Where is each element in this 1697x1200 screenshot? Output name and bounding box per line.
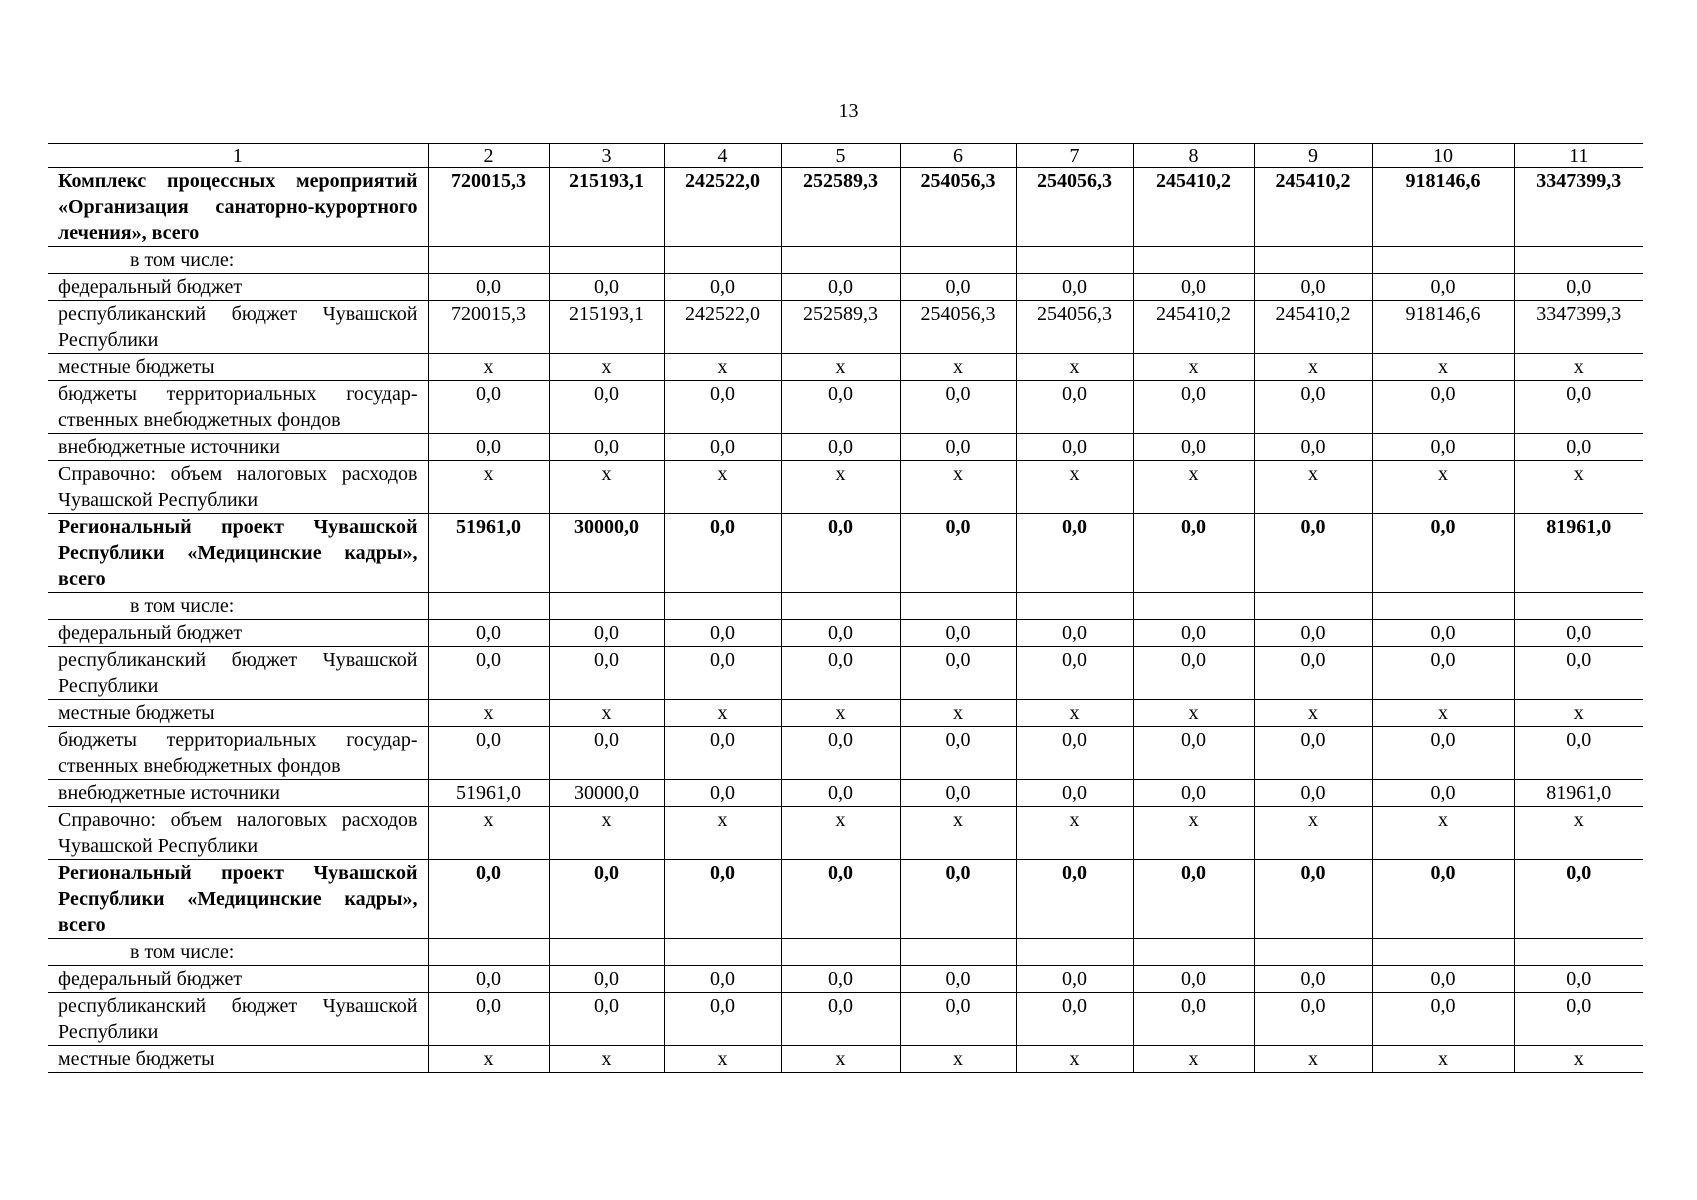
row-value (1016, 247, 1133, 274)
row-value: 242522,0 (664, 168, 781, 247)
row-value: х (1133, 807, 1254, 860)
row-value: 0,0 (1372, 434, 1514, 461)
row-value (900, 247, 1016, 274)
row-value: 0,0 (1514, 860, 1643, 939)
row-value (1133, 593, 1254, 620)
row-value: х (1016, 461, 1133, 514)
column-header: 2 (428, 144, 549, 168)
row-value (549, 247, 664, 274)
row-value: 0,0 (1133, 780, 1254, 807)
row-value: х (1254, 807, 1372, 860)
row-value (1133, 247, 1254, 274)
table-row (48, 247, 1643, 274)
column-header: 1 (48, 144, 428, 168)
row-value: 3347399,3 (1514, 301, 1643, 354)
table-row (48, 939, 1643, 966)
row-value: 30000,0 (549, 514, 664, 593)
page-number: 13 (838, 100, 859, 122)
column-header: 4 (664, 144, 781, 168)
row-value: 0,0 (664, 727, 781, 780)
row-value: 0,0 (1372, 381, 1514, 434)
row-value: 81961,0 (1514, 514, 1643, 593)
table-row (48, 593, 1643, 620)
row-value (1254, 939, 1372, 966)
row-value: 30000,0 (549, 780, 664, 807)
row-value: х (1133, 354, 1254, 381)
row-value: 254056,3 (900, 301, 1016, 354)
table-row (48, 301, 1643, 354)
row-value: 0,0 (1254, 860, 1372, 939)
row-value: 0,0 (1016, 274, 1133, 301)
row-value (664, 593, 781, 620)
row-value (664, 247, 781, 274)
row-value (549, 593, 664, 620)
row-value: 0,0 (1372, 860, 1514, 939)
row-value: 0,0 (1514, 647, 1643, 700)
row-value (781, 939, 900, 966)
row-value: х (549, 354, 664, 381)
row-value: х (1254, 461, 1372, 514)
row-value (1372, 247, 1514, 274)
table-row (48, 700, 1643, 727)
table-row-total (48, 168, 1643, 247)
table-row (48, 807, 1643, 860)
row-value: 0,0 (428, 647, 549, 700)
row-value: 720015,3 (428, 301, 549, 354)
row-value: х (1133, 1046, 1254, 1073)
row-value: х (664, 461, 781, 514)
row-value: 0,0 (1016, 860, 1133, 939)
row-value: х (428, 807, 549, 860)
row-label: Справочно: объем налоговых расходов Чувашской Республики (48, 807, 428, 860)
row-value (781, 247, 900, 274)
row-label: бюджеты территориальных государственных внебюджетных фондов (48, 381, 428, 434)
row-value: 0,0 (1016, 727, 1133, 780)
table-row (48, 780, 1643, 807)
row-value: 0,0 (1254, 966, 1372, 993)
row-value (1372, 593, 1514, 620)
row-value: 0,0 (1133, 514, 1254, 593)
row-label: республиканский бюджет Чувашской Республики (48, 993, 428, 1046)
table-row (48, 727, 1643, 780)
row-value: 245410,2 (1133, 301, 1254, 354)
row-value: 0,0 (549, 381, 664, 434)
row-value: 0,0 (664, 780, 781, 807)
row-value: 0,0 (781, 434, 900, 461)
table-row (48, 461, 1643, 514)
row-value: х (900, 461, 1016, 514)
row-value: 918146,6 (1372, 168, 1514, 247)
row-value: х (781, 807, 900, 860)
row-value: х (781, 461, 900, 514)
row-label: в том числе: (48, 247, 428, 274)
row-value (1514, 939, 1643, 966)
row-value (1254, 593, 1372, 620)
row-value: х (900, 354, 1016, 381)
row-value: 0,0 (900, 727, 1016, 780)
row-value (428, 247, 549, 274)
row-value: 0,0 (1372, 647, 1514, 700)
row-value: х (664, 700, 781, 727)
row-value: 0,0 (664, 966, 781, 993)
column-header: 10 (1372, 144, 1514, 168)
row-value: 0,0 (1514, 727, 1643, 780)
budget-table (48, 143, 1643, 1073)
table-row (48, 274, 1643, 301)
row-value: х (428, 700, 549, 727)
row-value: 254056,3 (900, 168, 1016, 247)
row-value: 0,0 (900, 514, 1016, 593)
row-value: 0,0 (428, 993, 549, 1046)
row-value: 0,0 (664, 434, 781, 461)
row-value: х (781, 1046, 900, 1073)
row-value: 0,0 (1016, 514, 1133, 593)
row-value (549, 939, 664, 966)
row-value: 0,0 (1254, 993, 1372, 1046)
row-label: местные бюджеты (48, 1046, 428, 1073)
row-value: х (781, 354, 900, 381)
row-value: х (1016, 354, 1133, 381)
row-value: 0,0 (549, 860, 664, 939)
column-number-row (48, 144, 1643, 168)
row-value: 0,0 (1016, 620, 1133, 647)
row-value: 0,0 (1016, 647, 1133, 700)
row-value: х (1133, 461, 1254, 514)
table-row (48, 1046, 1643, 1073)
table-row-total (48, 860, 1643, 939)
row-label: Региональный проект Чувашской Республики «Медицинские кадры», всего (48, 514, 428, 593)
row-value: 0,0 (781, 274, 900, 301)
row-value: 0,0 (428, 381, 549, 434)
row-value: х (1514, 354, 1643, 381)
row-value: 0,0 (664, 993, 781, 1046)
row-value: 0,0 (1133, 860, 1254, 939)
row-value: 0,0 (664, 860, 781, 939)
row-value (1016, 593, 1133, 620)
row-value: 0,0 (428, 274, 549, 301)
column-header: 9 (1254, 144, 1372, 168)
row-value: х (428, 461, 549, 514)
row-value: 0,0 (1133, 727, 1254, 780)
row-label: Региональный проект Чувашской Республики «Медицинские кадры», всего (48, 860, 428, 939)
row-value: х (1254, 700, 1372, 727)
table-row-total (48, 514, 1643, 593)
row-label: в том числе: (48, 593, 428, 620)
row-value: х (1254, 354, 1372, 381)
row-value: 0,0 (781, 381, 900, 434)
row-value: 0,0 (549, 620, 664, 647)
row-value: х (428, 1046, 549, 1073)
row-value: 0,0 (1372, 727, 1514, 780)
row-value: 0,0 (1514, 993, 1643, 1046)
row-value: х (1514, 700, 1643, 727)
row-value: х (549, 1046, 664, 1073)
row-value: 0,0 (900, 434, 1016, 461)
row-value: 0,0 (1372, 514, 1514, 593)
row-value: 0,0 (1254, 727, 1372, 780)
row-value (664, 939, 781, 966)
row-value: 0,0 (781, 993, 900, 1046)
row-value: 0,0 (549, 727, 664, 780)
row-value: х (900, 807, 1016, 860)
row-value: 0,0 (900, 780, 1016, 807)
row-label: Справочно: объем налоговых расходов Чувашской Республики (48, 461, 428, 514)
row-value: 242522,0 (664, 301, 781, 354)
row-value: 0,0 (1133, 993, 1254, 1046)
row-value: 0,0 (549, 647, 664, 700)
row-value: 215193,1 (549, 168, 664, 247)
row-value (900, 593, 1016, 620)
row-value (1372, 939, 1514, 966)
row-value: 0,0 (900, 860, 1016, 939)
row-value (428, 593, 549, 620)
row-value: х (1514, 461, 1643, 514)
row-value: х (1372, 807, 1514, 860)
row-label: федеральный бюджет (48, 966, 428, 993)
row-value: 0,0 (1514, 274, 1643, 301)
row-value: х (664, 1046, 781, 1073)
table-row (48, 434, 1643, 461)
row-value: 254056,3 (1016, 301, 1133, 354)
row-value: 254056,3 (1016, 168, 1133, 247)
row-value: 0,0 (1016, 381, 1133, 434)
row-value: 720015,3 (428, 168, 549, 247)
row-value: 0,0 (664, 381, 781, 434)
row-value: 0,0 (1372, 274, 1514, 301)
row-value: 81961,0 (1514, 780, 1643, 807)
row-value: 0,0 (1133, 620, 1254, 647)
column-header: 5 (781, 144, 900, 168)
row-value: х (1514, 807, 1643, 860)
row-value: 0,0 (1514, 620, 1643, 647)
row-value: х (1372, 461, 1514, 514)
row-value: 0,0 (1254, 620, 1372, 647)
row-value: 0,0 (781, 966, 900, 993)
row-value: 0,0 (1372, 620, 1514, 647)
row-value: 0,0 (428, 860, 549, 939)
row-value: 0,0 (428, 727, 549, 780)
table-row (48, 966, 1643, 993)
row-value: 0,0 (900, 620, 1016, 647)
row-value: 0,0 (664, 274, 781, 301)
row-value: 0,0 (1016, 993, 1133, 1046)
row-value: 0,0 (1016, 780, 1133, 807)
row-value: х (1016, 807, 1133, 860)
column-header: 6 (900, 144, 1016, 168)
column-header: 3 (549, 144, 664, 168)
row-value: 0,0 (1254, 434, 1372, 461)
row-value: х (428, 354, 549, 381)
row-label: республиканский бюджет Чувашской Республики (48, 647, 428, 700)
row-value: 0,0 (549, 434, 664, 461)
row-value: 0,0 (900, 274, 1016, 301)
column-header: 8 (1133, 144, 1254, 168)
row-value: 0,0 (428, 434, 549, 461)
row-value: х (1372, 700, 1514, 727)
row-label: бюджеты территориальных государственных внебюджетных фондов (48, 727, 428, 780)
row-value: х (549, 461, 664, 514)
row-value: 0,0 (781, 647, 900, 700)
row-value: 245410,2 (1254, 168, 1372, 247)
row-label: Комплекс процессных мероприятий «Организация санаторно-курортного лечения», всего (48, 168, 428, 247)
row-value (428, 939, 549, 966)
row-value (1514, 247, 1643, 274)
row-label: республиканский бюджет Чувашской Республики (48, 301, 428, 354)
row-value: 51961,0 (428, 514, 549, 593)
row-value: 0,0 (664, 620, 781, 647)
row-value: х (1372, 1046, 1514, 1073)
row-value: х (1016, 1046, 1133, 1073)
row-value: 51961,0 (428, 780, 549, 807)
row-value: 0,0 (781, 514, 900, 593)
row-value: 0,0 (664, 514, 781, 593)
row-value: х (664, 807, 781, 860)
row-label: федеральный бюджет (48, 274, 428, 301)
row-value: х (900, 700, 1016, 727)
row-label: в том числе: (48, 939, 428, 966)
row-value: 252589,3 (781, 168, 900, 247)
row-value: 0,0 (900, 966, 1016, 993)
table-row (48, 354, 1643, 381)
row-value: 0,0 (900, 993, 1016, 1046)
row-value: 0,0 (1133, 434, 1254, 461)
row-value: 0,0 (549, 966, 664, 993)
row-value: 0,0 (428, 966, 549, 993)
row-value: 0,0 (900, 381, 1016, 434)
table-row (48, 647, 1643, 700)
row-value (1016, 939, 1133, 966)
column-header: 7 (1016, 144, 1133, 168)
row-label: внебюджетные источники (48, 780, 428, 807)
row-value: 3347399,3 (1514, 168, 1643, 247)
table-row (48, 381, 1643, 434)
row-value: 0,0 (781, 860, 900, 939)
row-value: 0,0 (1133, 647, 1254, 700)
row-value: 0,0 (1254, 274, 1372, 301)
row-value: 0,0 (1514, 381, 1643, 434)
row-value: 0,0 (900, 647, 1016, 700)
row-value: 0,0 (549, 993, 664, 1046)
row-value: 0,0 (1372, 993, 1514, 1046)
row-value: 245410,2 (1254, 301, 1372, 354)
row-label: внебюджетные источники (48, 434, 428, 461)
row-value: х (1372, 354, 1514, 381)
row-value (1514, 593, 1643, 620)
row-value: х (1133, 700, 1254, 727)
row-value: 215193,1 (549, 301, 664, 354)
row-value: 0,0 (1254, 381, 1372, 434)
row-value: 0,0 (1254, 647, 1372, 700)
row-value (900, 939, 1016, 966)
row-value: х (1254, 1046, 1372, 1073)
row-value: х (549, 700, 664, 727)
table-row (48, 620, 1643, 647)
table-row (48, 993, 1643, 1046)
row-value: 0,0 (781, 780, 900, 807)
row-value: 0,0 (1254, 780, 1372, 807)
row-value: х (900, 1046, 1016, 1073)
row-value: 0,0 (781, 620, 900, 647)
row-value: 0,0 (781, 727, 900, 780)
row-value: 0,0 (428, 620, 549, 647)
row-value (1254, 247, 1372, 274)
row-value: х (664, 354, 781, 381)
row-value: 0,0 (549, 274, 664, 301)
row-value: 252589,3 (781, 301, 900, 354)
row-value: 918146,6 (1372, 301, 1514, 354)
row-value: 0,0 (1133, 274, 1254, 301)
row-value: х (549, 807, 664, 860)
row-label: федеральный бюджет (48, 620, 428, 647)
row-value: 0,0 (1133, 381, 1254, 434)
row-label: местные бюджеты (48, 700, 428, 727)
row-value: 0,0 (1514, 966, 1643, 993)
row-value (781, 593, 900, 620)
row-value: х (1016, 700, 1133, 727)
row-value: 0,0 (1514, 434, 1643, 461)
row-value: 0,0 (1016, 434, 1133, 461)
budget-table-body (48, 144, 1643, 1073)
row-value: 0,0 (1372, 780, 1514, 807)
row-value: 0,0 (1372, 966, 1514, 993)
row-value: 245410,2 (1133, 168, 1254, 247)
row-label: местные бюджеты (48, 354, 428, 381)
row-value: х (781, 700, 900, 727)
row-value: 0,0 (1016, 966, 1133, 993)
row-value: 0,0 (1133, 966, 1254, 993)
row-value: 0,0 (664, 647, 781, 700)
column-header: 11 (1514, 144, 1643, 168)
row-value: 0,0 (1254, 514, 1372, 593)
row-value (1133, 939, 1254, 966)
row-value: х (1514, 1046, 1643, 1073)
